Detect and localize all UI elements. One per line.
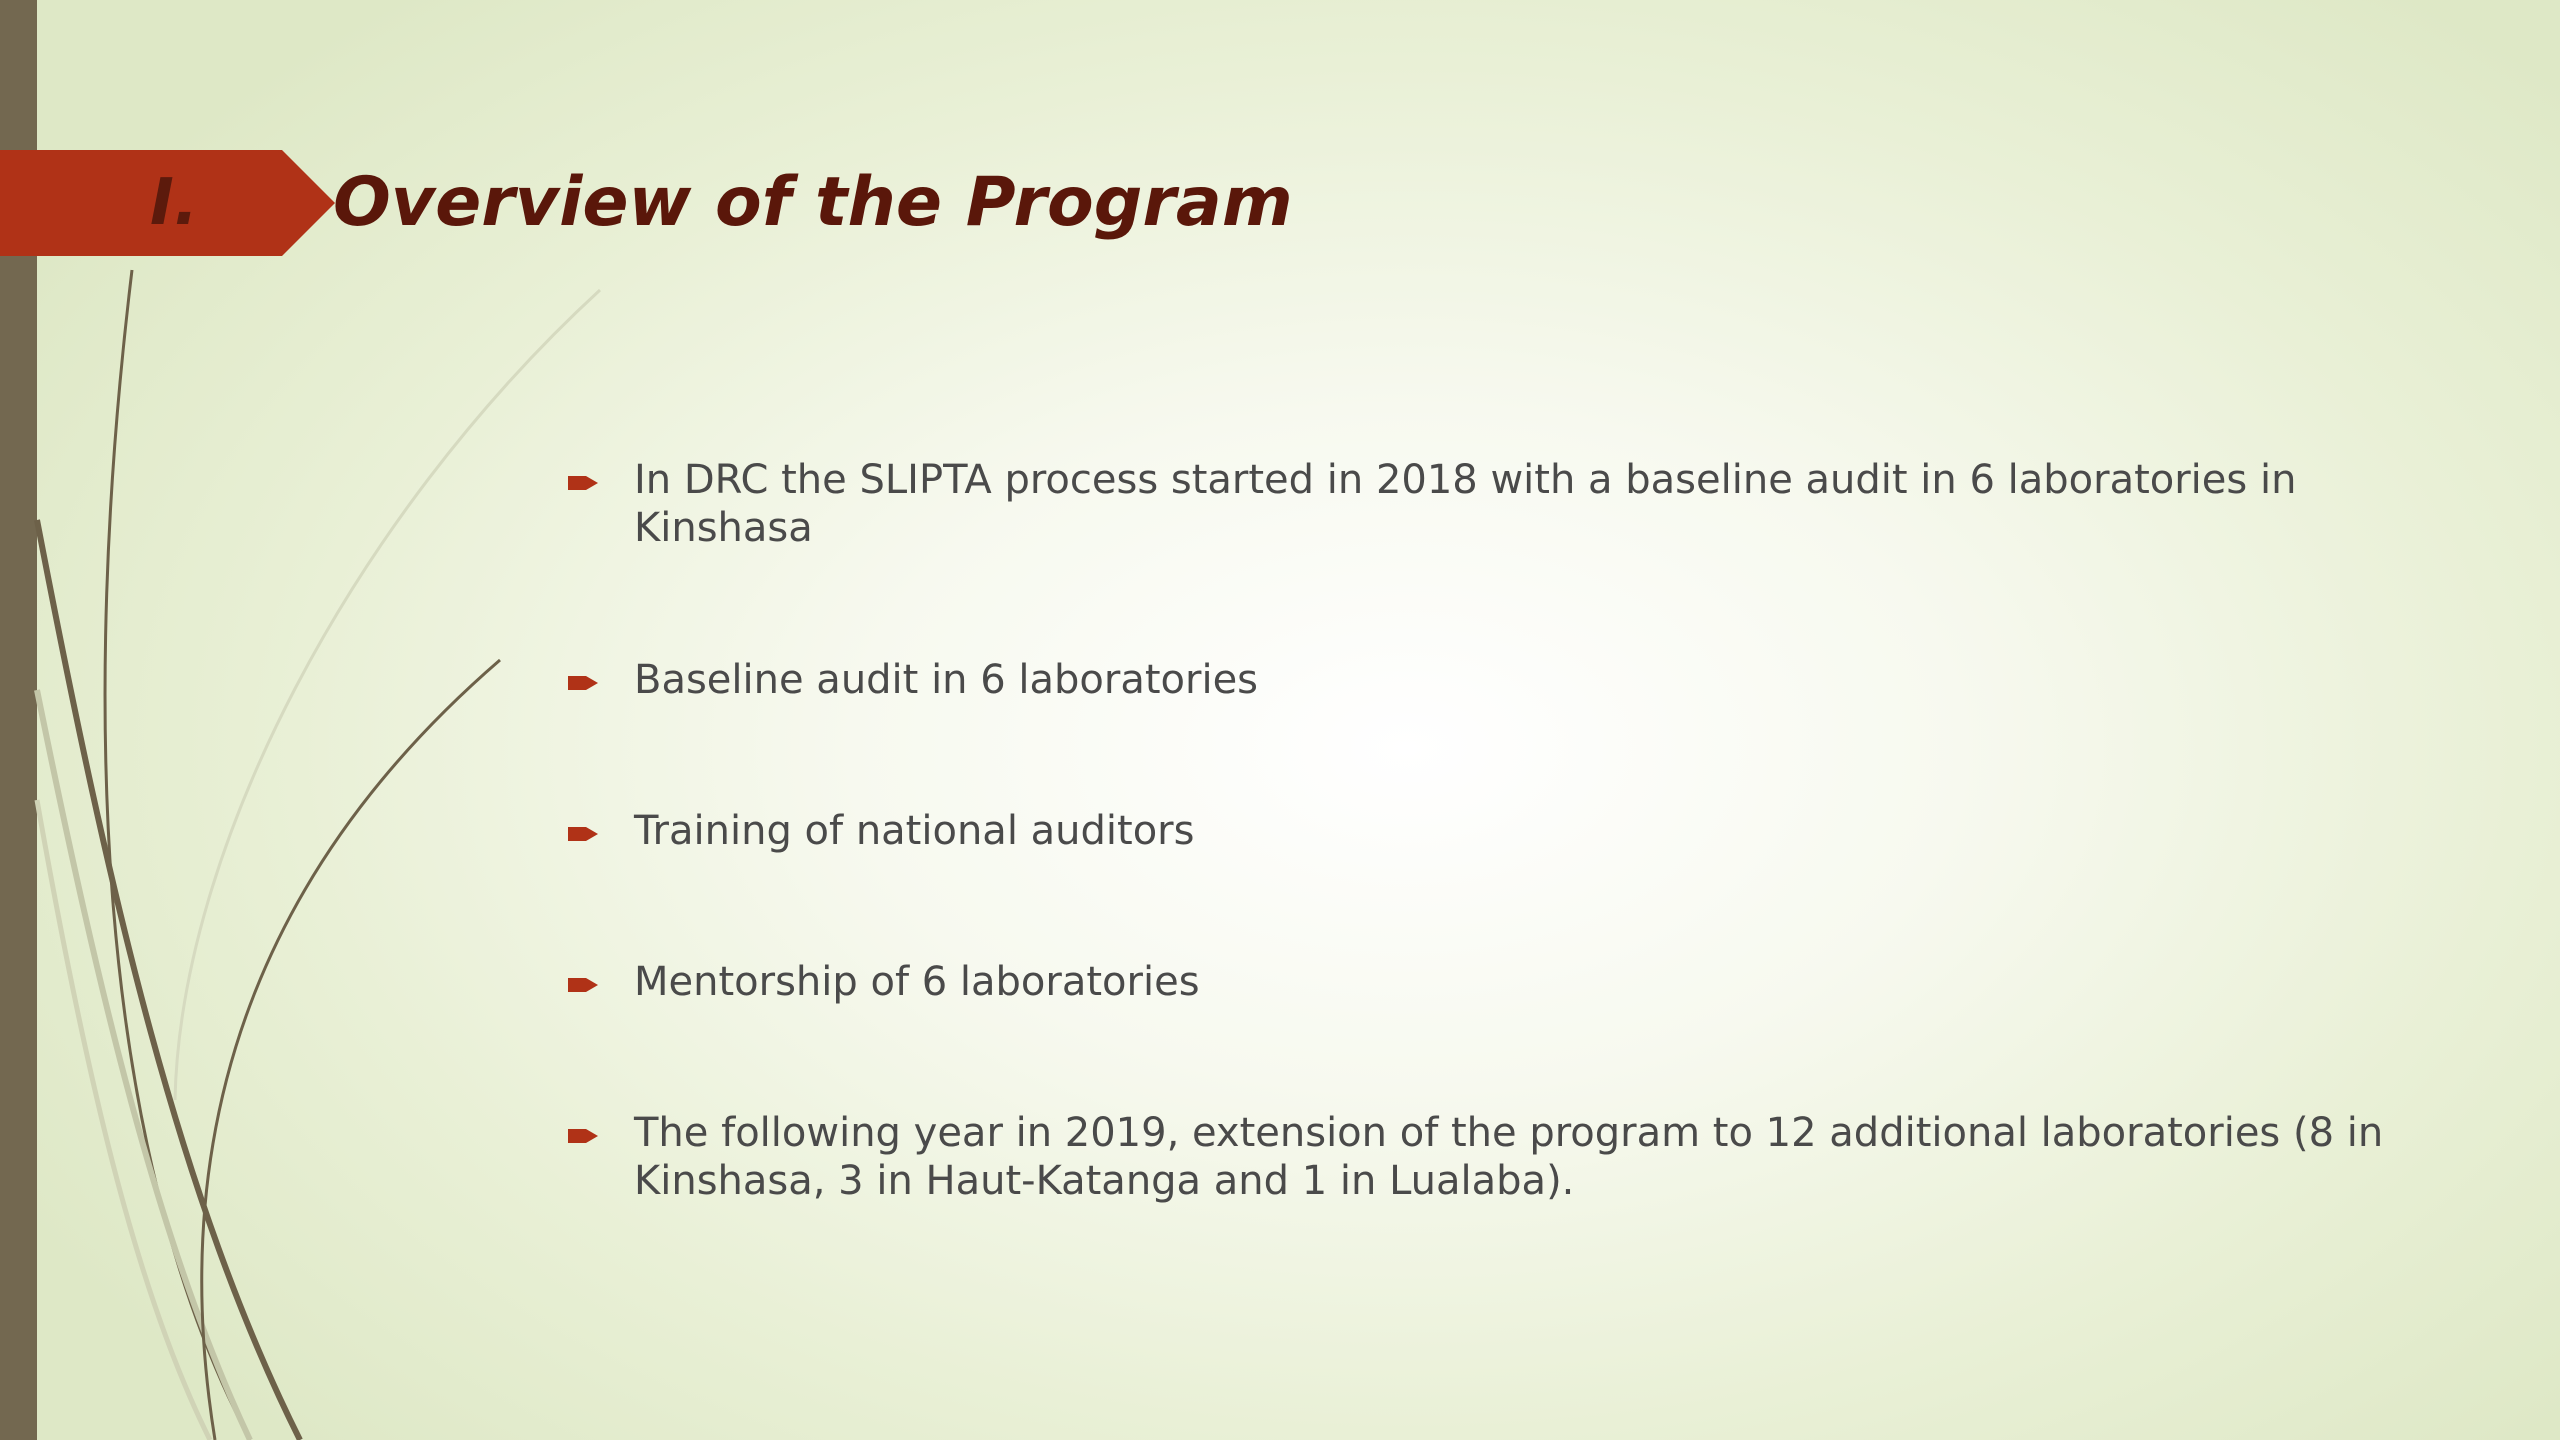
bullet-text: In DRC the SLIPTA process started in 2018 with a baseline audit in 6 laboratories in Kinshasa — [634, 457, 2297, 551]
arrow-bullet-icon — [566, 823, 600, 845]
section-number: I. — [150, 166, 199, 240]
slide-title: Overview of the Program — [333, 163, 1293, 242]
arrow-bullet-icon — [566, 672, 600, 694]
arrow-bullet-icon — [566, 1125, 600, 1147]
bullet-text: Baseline audit in 6 laboratories — [634, 657, 1259, 703]
arrow-bullet-icon — [566, 472, 600, 494]
bullet-text: Mentorship of 6 laboratories — [634, 959, 1200, 1005]
bullet-text: Training of national auditors — [634, 808, 1195, 854]
bullet-text: The following year in 2019, extension of the program to 12 additional laboratories (8 in Kinshasa, 3 in Haut-Katanga and 1 in Lualaba). — [634, 1110, 2384, 1204]
arrow-bullet-icon — [566, 974, 600, 996]
